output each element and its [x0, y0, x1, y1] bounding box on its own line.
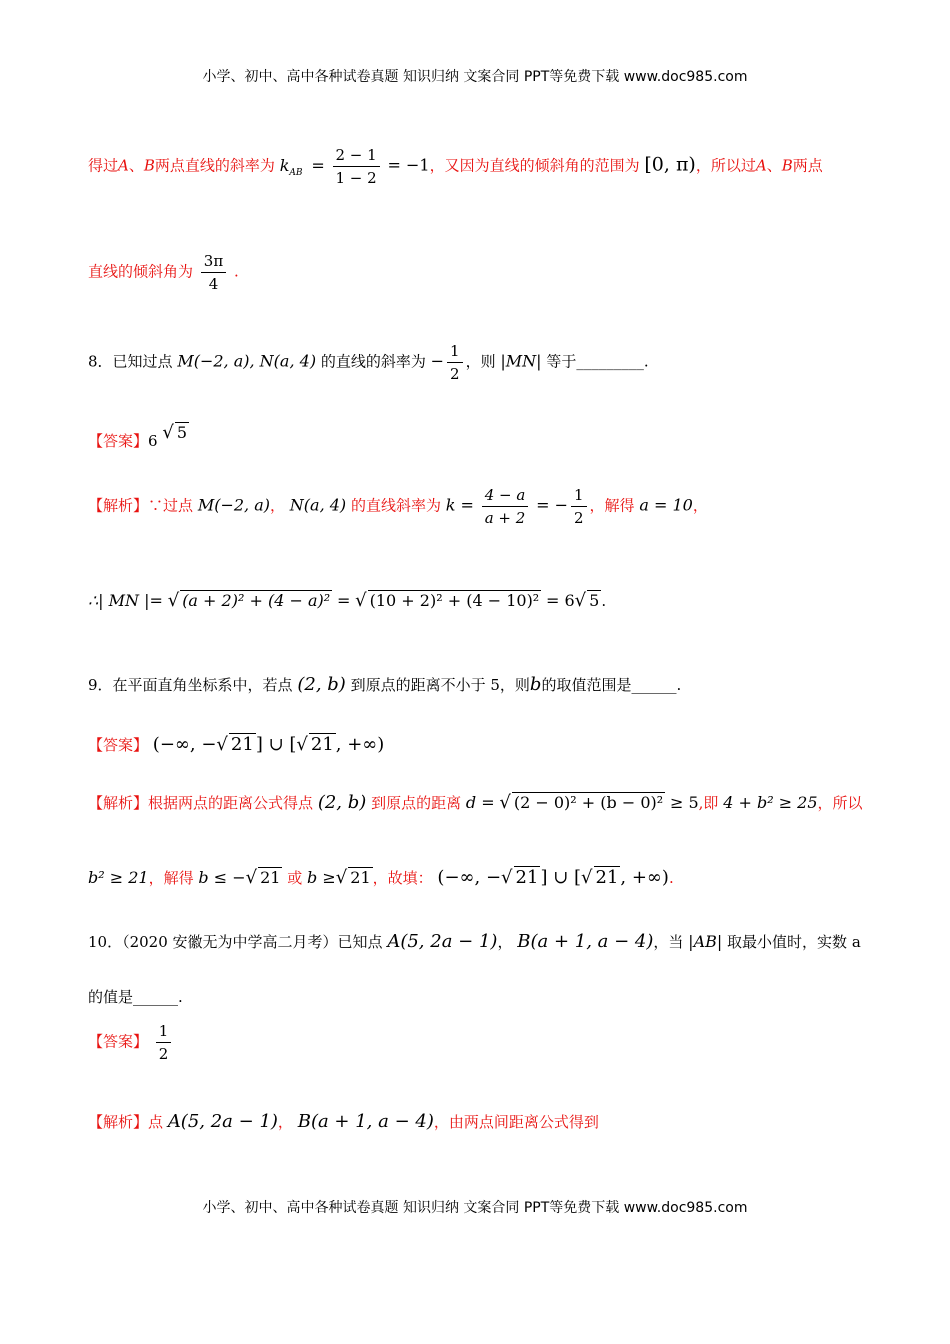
q8-result-sqrt: √ 5 [574, 590, 600, 611]
q7-sep: 、 [128, 156, 144, 175]
q9-d-sqrt: √ (2 − 0)² + (b − 0)² [499, 792, 664, 813]
q7-k-label: $k_{AB}$ [279, 155, 303, 178]
q7-equals: = −1 [387, 155, 430, 175]
q9-line2-ineq: b² ≥ 21 [88, 868, 149, 887]
q7-line1: 得过A、B两点直线的斜率为 $k_{AB}$ = $\frac{2 - 1}{1 - 2}$ = −1，又因为直线的倾斜角的范围为 [0, π)，所以过A、B两点 [88, 146, 823, 187]
q8-analysis-point-m: M(−2, a) [197, 495, 270, 515]
q8-end: . [643, 352, 649, 371]
q9-analysis-label: 【解析】 [88, 794, 149, 812]
q7-point-b2: B [781, 156, 793, 175]
q10-line2-text: 的值是 [88, 988, 134, 1006]
q8-analysis-text2: 的直线斜率为 [350, 496, 441, 515]
q8-analysis-comma: ， [269, 496, 285, 515]
q8-analysis-text1: ∵过点 [148, 496, 194, 515]
q7-text2: 两点直线的斜率为 [154, 156, 275, 175]
q10-number: 10． [88, 933, 123, 951]
q8-result: = 6 [546, 591, 575, 610]
q9-analysis-point: (2, b) [317, 792, 367, 813]
q8-k-fraction: $\frac{4 - a}{a + 2}$ [482, 486, 529, 527]
q8-answer-coef: 6 [148, 432, 158, 450]
q10-text2: ，当 [653, 933, 684, 951]
q8-slope-fraction: $\frac{1}{2}$ [447, 342, 463, 383]
q9-line2-text2: ，故填： [372, 869, 433, 887]
q7-line2-text: 直线的倾斜角为 [88, 262, 194, 281]
q7-slope-fraction: $\frac{2 - 1}{1 - 2}$ [333, 146, 380, 187]
q8-eq: = [336, 591, 351, 610]
q8-answer [88, 422, 189, 451]
q7-text5: 两点 [792, 156, 823, 175]
q8-mn: |MN| [500, 351, 542, 371]
q8-analysis-point-n: N(a, 4) [289, 495, 347, 515]
q10-blank: ______ [133, 988, 179, 1006]
q9-analysis-line2 [88, 866, 674, 888]
q9-text1: 在平面直角坐标系中，若点 [112, 676, 293, 694]
q9-line2-sol2: b ≥√ 21 [307, 867, 371, 888]
q9-answer [88, 733, 384, 755]
q8-sqrt2: √ (10 + 2)² + (4 − 10)² [355, 590, 540, 611]
q10-ab: |AB| [688, 932, 723, 951]
q9-analysis-text2: 到原点的距离 [371, 794, 462, 812]
q9-number: 9． [88, 676, 113, 694]
q8-k-result-fraction: $\frac{1}{2}$ [571, 486, 587, 527]
q9-line2-text1: ，解得 [148, 869, 194, 887]
q8-analysis-line2 [88, 590, 606, 611]
q8-text4: 等于 [546, 352, 577, 371]
q9-analysis-text1: 根据两点的距离公式得点 [148, 794, 314, 812]
q10-answer-fraction: $\frac{1}{2}$ [156, 1022, 172, 1063]
page-footer: 小学、初中、高中各种试卷真题 知识归纳 文案合同 PPT等免费下载 www.doc985.com [202, 1200, 748, 1216]
q8-slope-sign: − [430, 351, 445, 371]
q8-answer-label: 【答案】 [88, 432, 149, 450]
q10-point-a: A(5, 2a − 1) [387, 931, 498, 952]
q10-text3: 取最小值时，实数 a [727, 933, 861, 951]
q9-var: b [529, 674, 542, 695]
q9-line2-end: . [668, 869, 674, 887]
q9-analysis-line1 [88, 792, 863, 813]
q7-end: . [233, 262, 239, 281]
q8-text2: 的直线的斜率为 [320, 352, 426, 371]
q9-analysis-text3: ,即 [698, 794, 719, 812]
q8-solution: a = 10 [639, 495, 693, 515]
q8-analysis-line1 [88, 486, 708, 527]
q9-end: . [676, 676, 682, 694]
q8-analysis-comma2: ， [692, 496, 708, 515]
q9-text3: 的取值范围是 [541, 676, 632, 694]
q9-answer-label: 【答案】 [88, 736, 149, 754]
q10-analysis-text2: ，由两点间距离公式得到 [433, 1113, 599, 1131]
q9-d-ge: ≥ 5 [669, 793, 699, 812]
q8-question [88, 342, 649, 383]
q8-answer-sqrt: √ 5 [162, 422, 188, 443]
q10-analysis-comma: ， [277, 1113, 293, 1131]
q10-end: . [178, 988, 183, 1006]
q10-text1: （2020 安徽无为中学高二月考）已知点 [122, 933, 383, 951]
q10-comma: ， [497, 933, 513, 951]
q8-points: M(−2, a), N(a, 4) [177, 351, 317, 371]
q8-therefore: ∴| MN |= [88, 591, 163, 610]
q10-answer-label: 【答案】 [88, 1032, 149, 1051]
q8-text1: 已知过点 [112, 352, 173, 371]
q8-analysis-label: 【解析】 [88, 496, 149, 515]
q9-blank: ______ [631, 676, 677, 694]
q8-sqrt1: √ (a + 2)² + (4 − a)² [167, 590, 331, 611]
q7-answer-fraction: $\frac{3\pi}{4}$ [201, 252, 226, 293]
q10-analysis-text1: 点 [148, 1113, 164, 1131]
q8-blank: _________ [576, 352, 644, 371]
q7-text: 得过 [88, 156, 119, 175]
q8-analysis-text3: ，解得 [589, 496, 635, 515]
q7-text4: ，所以过 [695, 156, 756, 175]
q10-analysis-label: 【解析】 [88, 1113, 149, 1131]
q8-k-expr: k = [445, 495, 474, 515]
q9-analysis-text4: ，所以 [817, 794, 863, 812]
q7-point-a2: A [755, 156, 767, 175]
q7-line2 [88, 252, 239, 293]
q7-point-a: A [118, 156, 129, 175]
q9-answer-expr: (−∞, −√ 21 ] ∪ [√ 21 , +∞) [152, 734, 385, 755]
q8-text3: ，则 [465, 352, 496, 371]
q10-point-b: B(a + 1, a − 4) [517, 931, 654, 952]
q8-number: 8． [88, 352, 113, 371]
q7-range: [0, π) [644, 153, 696, 176]
q10-question [88, 931, 861, 952]
q9-question [88, 674, 681, 695]
q9-line2-or: 或 [287, 869, 303, 887]
q9-line2-sol1: b ≤ −√ 21 [198, 867, 281, 888]
q9-d-expr: d = [465, 793, 495, 812]
q7-point-b: B [143, 156, 155, 175]
q10-question-line2 [88, 986, 183, 1007]
q9-line2-interval: (−∞, −√ 21 ] ∪ [√ 21 , +∞) [437, 867, 669, 888]
q10-analysis-point-b: B(a + 1, a − 4) [297, 1111, 434, 1132]
q9-inequality: 4 + b² ≥ 25 [723, 793, 818, 812]
q7-sep2: 、 [766, 156, 782, 175]
page-header: 小学、初中、高中各种试卷真题 知识归纳 文案合同 PPT等免费下载 www.doc985.com [202, 69, 748, 85]
q9-point: (2, b) [297, 674, 346, 695]
q7-text3: ，又因为直线的倾斜角的范围为 [429, 156, 640, 175]
q10-answer [88, 1022, 174, 1063]
q10-analysis-point-a: A(5, 2a − 1) [167, 1111, 278, 1132]
q9-text2: 到原点的距离不小于 5，则 [350, 676, 530, 694]
q8-k-eq: = − [536, 495, 568, 515]
q8-line2-end: . [601, 592, 607, 610]
q10-analysis [88, 1111, 599, 1132]
